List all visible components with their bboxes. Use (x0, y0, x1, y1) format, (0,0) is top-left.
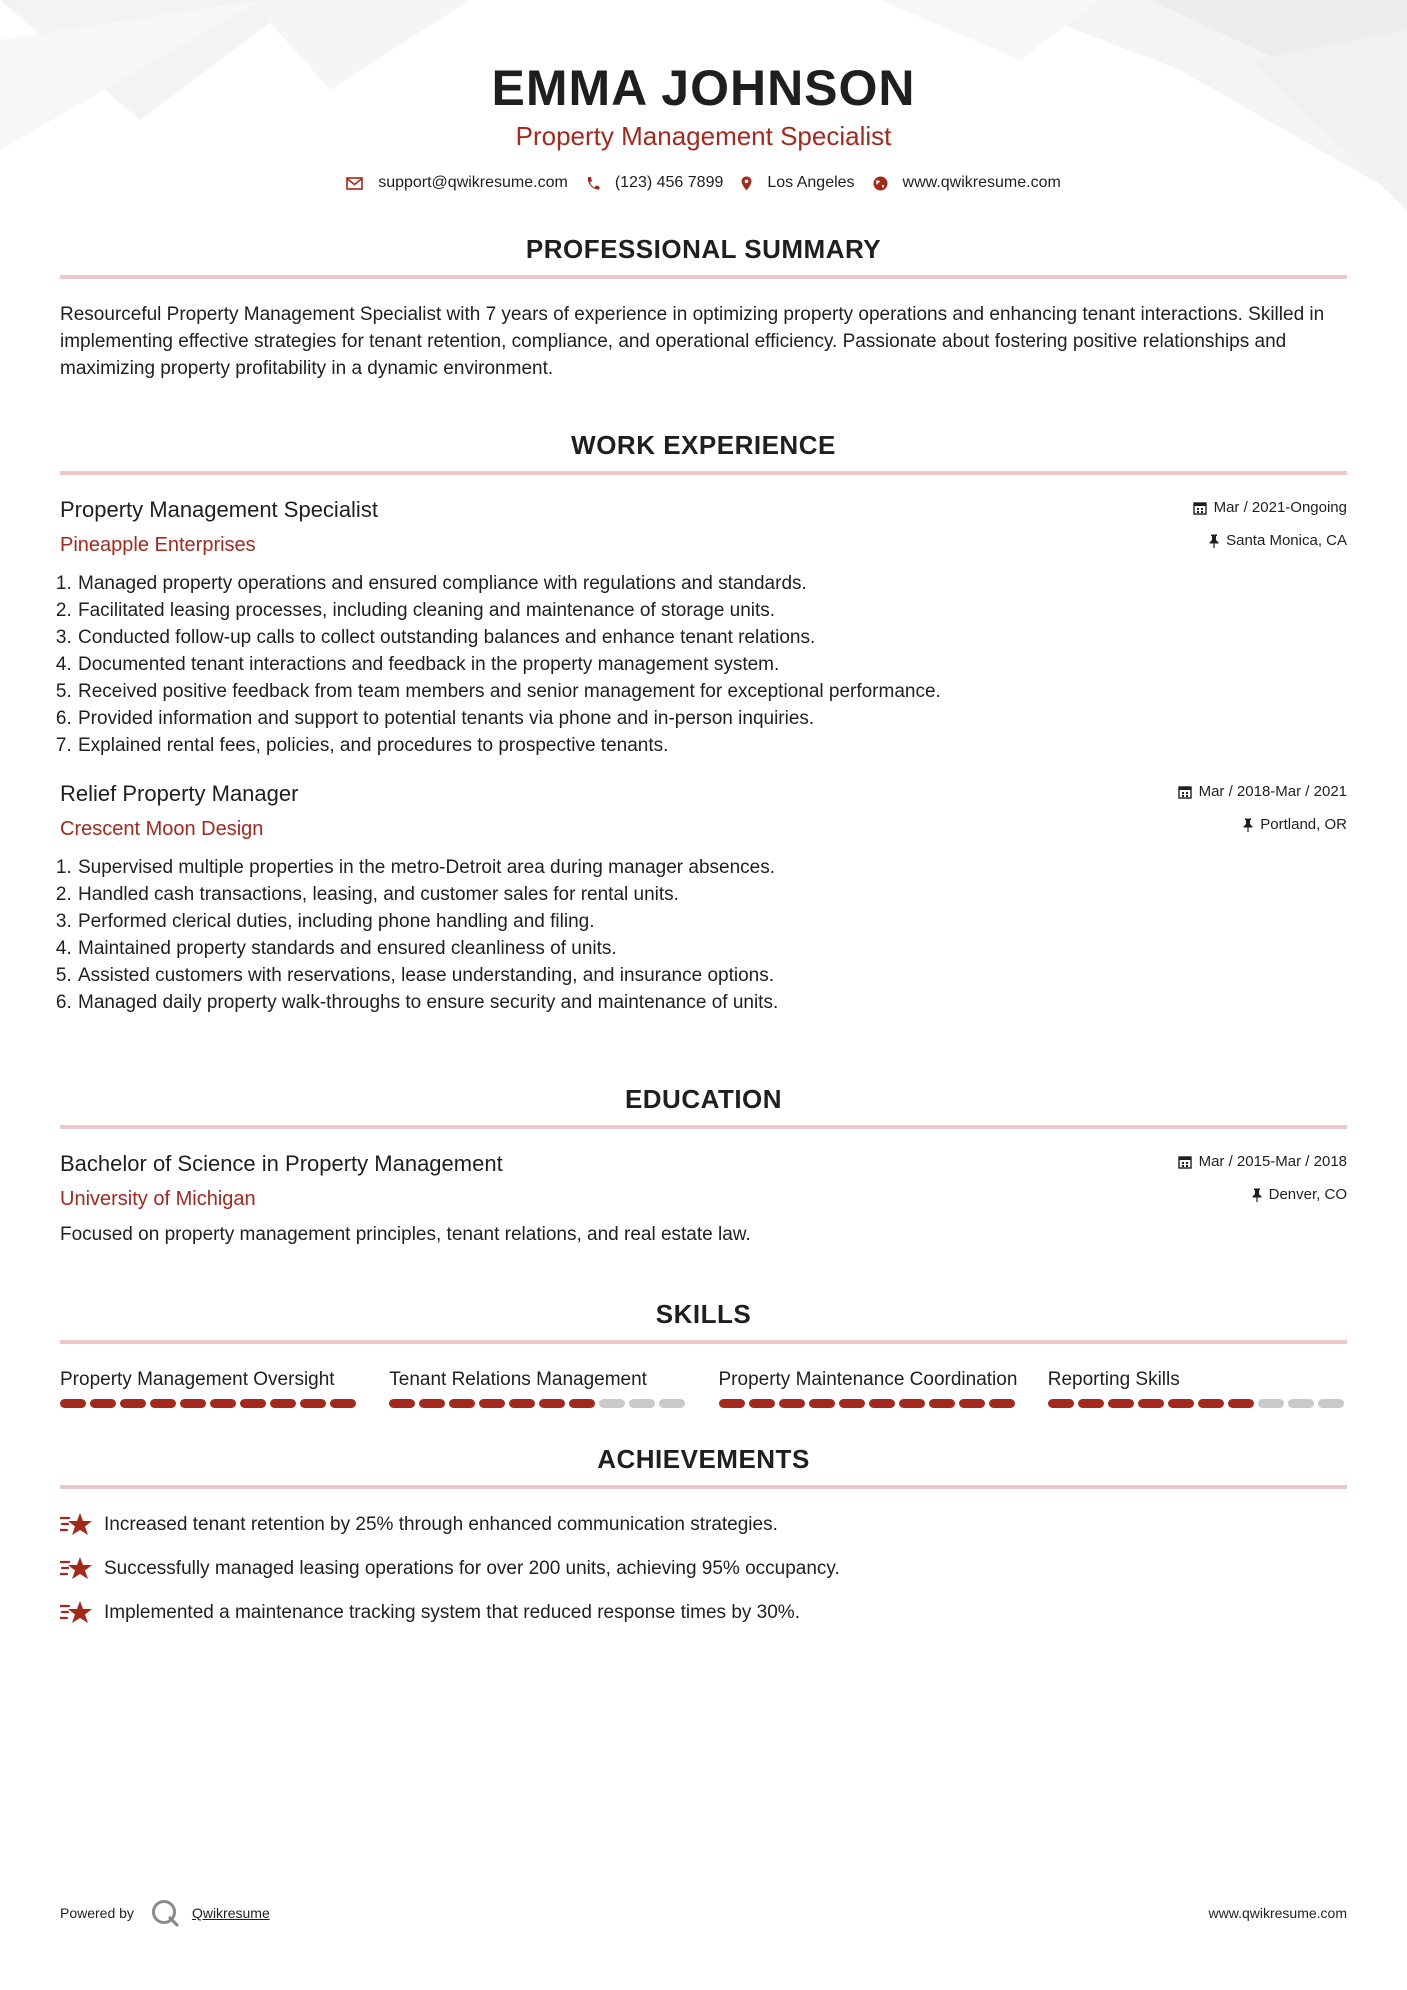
skill-level-segment-empty (1258, 1399, 1284, 1408)
education-heading: EDUCATION (624, 1084, 783, 1114)
list-item: 6. Provided information and support to potential tenants via phone and in-person inquiries. (77, 705, 1347, 732)
list-item: 7. Explained rental fees, policies, and procedures to prospective tenants. (77, 732, 1347, 759)
skill-item (389, 1366, 688, 1408)
degree-title: Bachelor of Science in Property Management (60, 1151, 503, 1176)
skill-level-segment-filled (1078, 1399, 1104, 1408)
powered-by-label: Powered by (60, 1905, 134, 1921)
section-divider (60, 1485, 1347, 1489)
skill-level-bar (60, 1399, 359, 1408)
website-text: www.qwikresume.com (902, 174, 1061, 191)
education-entry (60, 1150, 1347, 1248)
star-icon (60, 1512, 94, 1538)
skill-level-segment-filled (240, 1399, 266, 1408)
skill-level-segment-filled (809, 1399, 835, 1408)
qwikresume-link[interactable]: Qwikresume (191, 1905, 270, 1921)
skill-level-segment-filled (1138, 1399, 1164, 1408)
job-dates (1193, 498, 1347, 518)
skill-level-segment-empty (659, 1399, 685, 1408)
education-location-text: Denver, CO (1268, 1186, 1347, 1203)
page-footer (60, 1898, 1347, 1928)
skill-level-segment-filled (989, 1399, 1015, 1408)
job-title: Relief Property Manager (60, 781, 299, 806)
resume-header (0, 0, 1407, 192)
job-bullets (60, 570, 1347, 759)
pushpin-icon (1209, 534, 1219, 548)
calendar-icon (1193, 501, 1207, 515)
list-item: 5. Received positive feedback from team members and senior management for exceptional performance. (77, 678, 1347, 705)
email-text: support@qwikresume.com (378, 174, 568, 191)
skills-grid (60, 1366, 1347, 1408)
job-meta (1178, 782, 1347, 835)
skill-level-segment-filled (60, 1399, 86, 1408)
phone-text: (123) 456 7899 (614, 174, 724, 191)
skill-item (1048, 1366, 1347, 1408)
skill-level-segment-filled (839, 1399, 865, 1408)
star-icon (60, 1556, 94, 1582)
location-text: Los Angeles (767, 174, 855, 191)
job-company: Crescent Moon Design (60, 818, 264, 840)
star-icon (60, 1600, 94, 1626)
pushpin-icon (1243, 818, 1253, 832)
skill-level-segment-filled (749, 1399, 775, 1408)
list-item: 4. Maintained property standards and ensured cleanliness of units. (77, 935, 1347, 962)
skill-level-segment-empty (629, 1399, 655, 1408)
list-item (60, 1555, 1347, 1582)
job-dates-text: Mar / 2018-Mar / 2021 (1198, 783, 1347, 800)
skill-level-segment-filled (569, 1399, 595, 1408)
globe-icon (873, 176, 888, 191)
skill-name: Tenant Relations Management (389, 1369, 647, 1390)
skill-level-segment-filled (120, 1399, 146, 1408)
contact-phone[interactable] (586, 174, 724, 192)
skill-level-segment-filled (1168, 1399, 1194, 1408)
skill-level-segment-filled (779, 1399, 805, 1408)
skill-level-segment-filled (719, 1399, 745, 1408)
job-location (1178, 815, 1347, 835)
skill-level-segment-filled (270, 1399, 296, 1408)
skill-level-segment-filled (479, 1399, 505, 1408)
skill-level-segment-filled (300, 1399, 326, 1408)
skill-level-segment-filled (1108, 1399, 1134, 1408)
achievements-heading: ACHIEVEMENTS (597, 1444, 810, 1474)
achievements-list (60, 1511, 1347, 1626)
skill-level-segment-filled (90, 1399, 116, 1408)
phone-icon (586, 176, 600, 191)
list-item (60, 1511, 1347, 1538)
map-pin-icon (741, 176, 752, 191)
qwikresume-logo-icon (150, 1898, 180, 1928)
education-dates-text: Mar / 2015-Mar / 2018 (1198, 1153, 1347, 1170)
skill-level-segment-filled (1048, 1399, 1074, 1408)
list-item: 2. Handled cash transactions, leasing, and customer sales for rental units. (77, 881, 1347, 908)
list-item: 1. Managed property operations and ensured compliance with regulations and standards. (77, 570, 1347, 597)
contact-bar (0, 174, 1407, 192)
section-divider (60, 471, 1347, 475)
skill-name: Property Management Oversight (60, 1369, 335, 1390)
summary-text: Resourceful Property Management Specialist with 7 years of experience in optimizing property operations and enhancing tenant interactions. Skilled in implementing effective strategies for tenant retention, compliance, and operational efficiency. Passionate about fostering positive relationships and maximizing property profitability in a dynamic environment. (60, 304, 1325, 379)
job-location (1193, 531, 1347, 551)
skill-level-bar (389, 1399, 688, 1408)
job-dates (1178, 782, 1347, 802)
section-divider (60, 275, 1347, 279)
skill-level-segment-filled (180, 1399, 206, 1408)
skill-level-segment-filled (419, 1399, 445, 1408)
job-location-text: Portland, OR (1260, 816, 1347, 833)
candidate-title: Property Management Specialist (515, 121, 892, 151)
skill-level-segment-filled (330, 1399, 356, 1408)
skill-level-segment-empty (1318, 1399, 1344, 1408)
contact-website[interactable] (873, 174, 1061, 192)
calendar-icon (1178, 785, 1192, 799)
experience-heading: WORK EXPERIENCE (571, 430, 836, 460)
list-item: 1. Supervised multiple properties in the metro-Detroit area during manager absences. (77, 854, 1347, 881)
skill-level-segment-filled (389, 1399, 415, 1408)
footer-branding (60, 1898, 270, 1928)
education-description: Focused on property management principles, tenant relations, and real estate law. (60, 1224, 751, 1245)
candidate-name: EMMA JOHNSON (491, 60, 916, 116)
contact-location (741, 174, 854, 192)
job-company: Pineapple Enterprises (60, 534, 256, 556)
skill-level-segment-empty (1288, 1399, 1314, 1408)
list-item (60, 1599, 1347, 1626)
skill-level-bar (719, 1399, 1018, 1408)
education-meta (1178, 1152, 1347, 1205)
job-dates-text: Mar / 2021-Ongoing (1213, 499, 1347, 516)
skill-name: Property Maintenance Coordination (718, 1369, 1018, 1390)
skill-level-bar (1048, 1399, 1347, 1408)
achievement-text: Implemented a maintenance tracking system that reduced response times by 30%. (104, 1602, 800, 1623)
list-item: 3. Performed clerical duties, including phone handling and filing. (77, 908, 1347, 935)
skill-level-segment-filled (1228, 1399, 1254, 1408)
skill-level-segment-filled (210, 1399, 236, 1408)
section-divider (60, 1125, 1347, 1129)
pushpin-icon (1252, 1188, 1262, 1202)
skill-level-segment-empty (599, 1399, 625, 1408)
skill-level-segment-filled (899, 1399, 925, 1408)
job-meta (1193, 498, 1347, 551)
contact-email[interactable] (346, 174, 568, 192)
list-item: 3. Conducted follow-up calls to collect outstanding balances and enhance tenant relations. (77, 624, 1347, 651)
skills-heading: SKILLS (655, 1299, 752, 1329)
skill-item (60, 1366, 359, 1408)
achievements-section (60, 1442, 1347, 1626)
job-bullets (60, 854, 1347, 1016)
section-divider (60, 1340, 1347, 1344)
job-title: Property Management Specialist (60, 497, 378, 522)
summary-heading: PROFESSIONAL SUMMARY (525, 234, 882, 264)
job-entry (60, 496, 1347, 759)
skill-item (719, 1366, 1018, 1408)
skill-level-segment-filled (449, 1399, 475, 1408)
skill-level-segment-filled (959, 1399, 985, 1408)
education-location (1178, 1185, 1347, 1205)
skill-level-segment-filled (1198, 1399, 1224, 1408)
skill-level-segment-filled (509, 1399, 535, 1408)
list-item: 4. Documented tenant interactions and feedback in the property management system. (77, 651, 1347, 678)
education-dates (1178, 1152, 1347, 1172)
skill-level-segment-filled (869, 1399, 895, 1408)
list-item: 2. Facilitated leasing processes, including cleaning and maintenance of storage units. (77, 597, 1347, 624)
achievement-text: Successfully managed leasing operations for over 200 units, achieving 95% occupancy. (104, 1558, 840, 1579)
list-item: 6. Managed daily property walk-throughs to ensure security and maintenance of units. (77, 989, 1347, 1016)
education-section (60, 1082, 1347, 1248)
calendar-icon (1178, 1155, 1192, 1169)
skill-level-segment-filled (539, 1399, 565, 1408)
achievement-text: Increased tenant retention by 25% through enhanced communication strategies. (104, 1514, 778, 1535)
email-icon (346, 177, 363, 190)
skill-name: Reporting Skills (1047, 1369, 1180, 1390)
job-entry (60, 780, 1347, 1016)
skills-section (60, 1297, 1347, 1408)
summary-section (60, 232, 1347, 382)
skill-level-segment-filled (929, 1399, 955, 1408)
footer-website[interactable]: www.qwikresume.com (1208, 1905, 1347, 1921)
school-name: University of Michigan (60, 1188, 256, 1210)
skill-level-segment-filled (150, 1399, 176, 1408)
experience-section (60, 428, 1347, 1016)
list-item: 5. Assisted customers with reservations, lease understanding, and insurance options. (77, 962, 1347, 989)
job-location-text: Santa Monica, CA (1226, 532, 1347, 549)
